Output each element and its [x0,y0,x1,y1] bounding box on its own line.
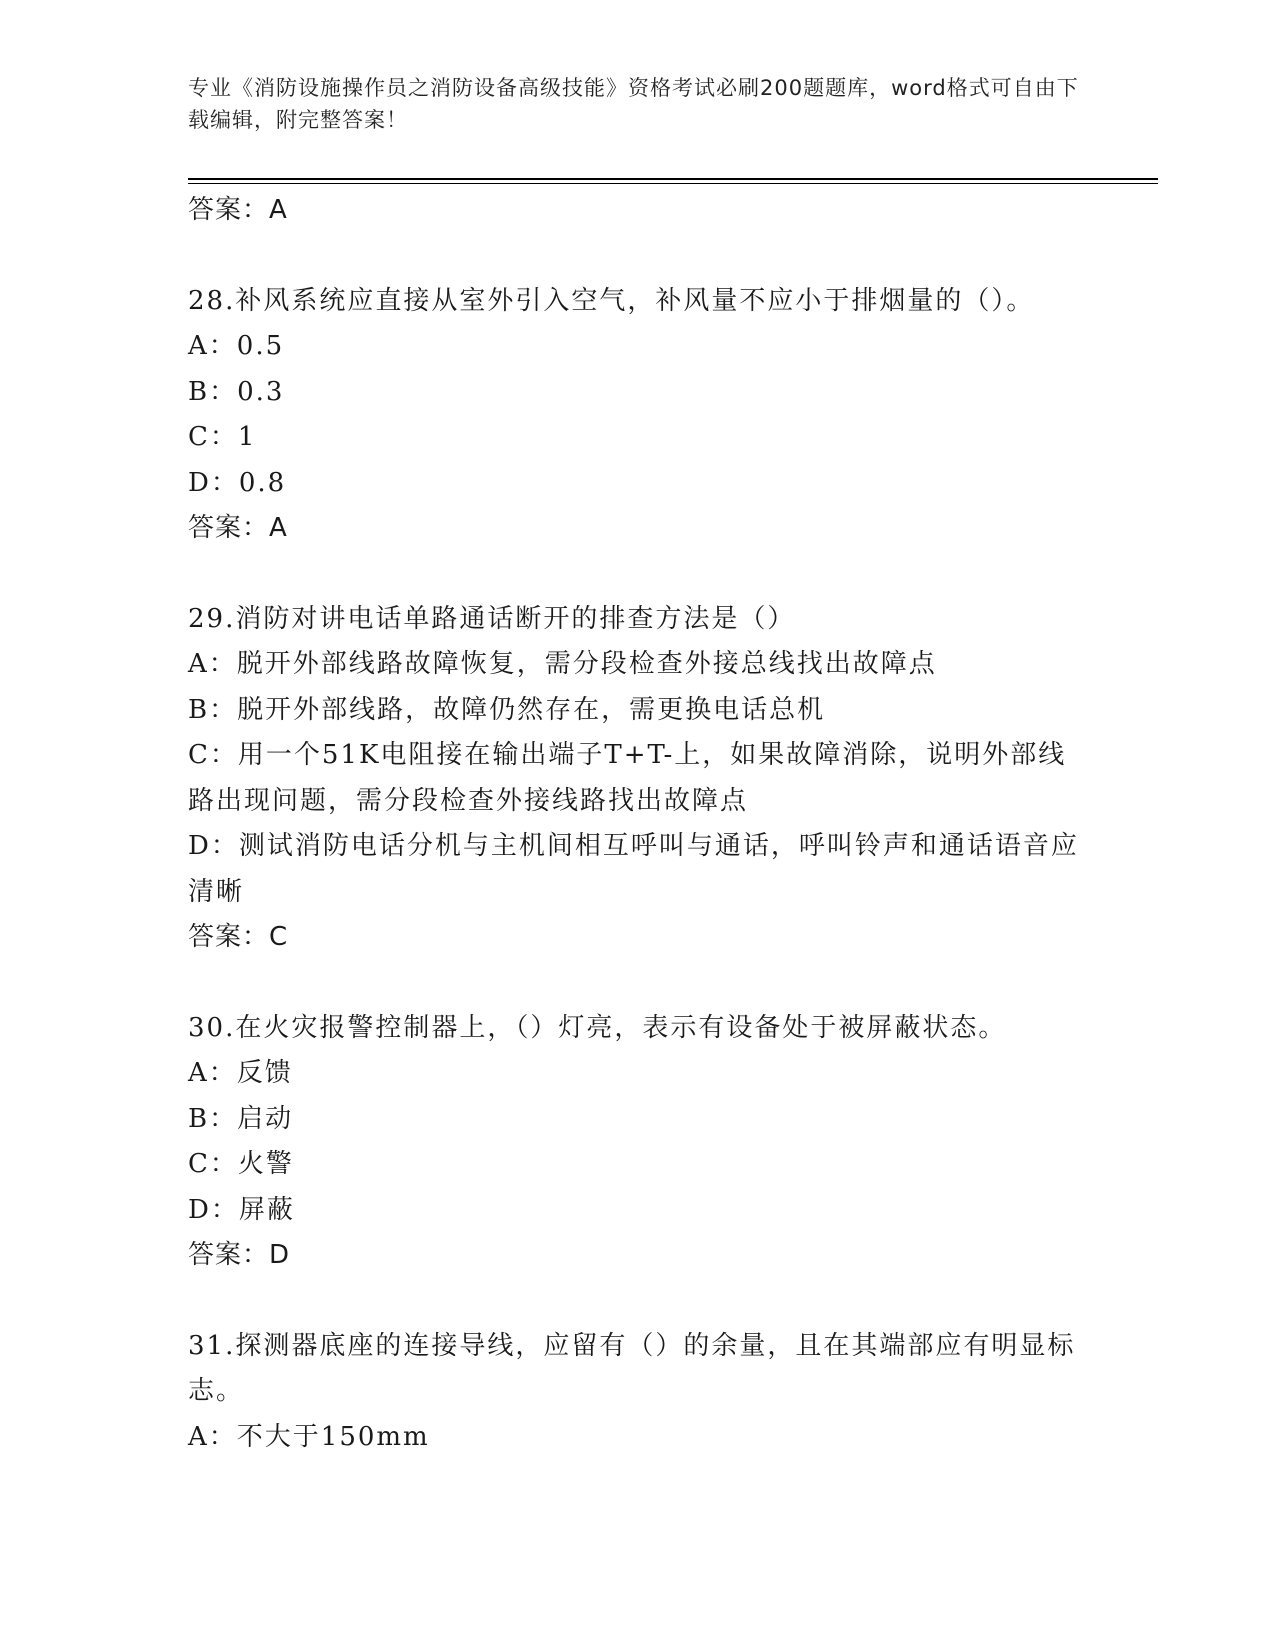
answer-line: 答案：D [188,1240,291,1270]
question-stem: 30.在火灾报警控制器上，（）灯亮，表示有设备处于被屏蔽状态。 [188,1012,1007,1043]
option-c: C：1 [188,422,257,452]
question-item [188,1006,1088,1279]
header-text: 专业《消防设施操作员之消防设备高级技能》资格考试必刷200题题库，word格式可自由下载编辑，附完整答案！ [188,76,1079,132]
option-b: B：0.3 [188,376,285,407]
answer-line: 答案：C [188,922,289,952]
option-b: B：启动 [188,1103,294,1134]
option-d: D：0.8 [188,467,287,498]
question-stem: 28.补风系统应直接从室外引入空气，补风量不应小于排烟量的（）。 [188,285,1035,316]
question-item [188,279,1088,552]
document-header [188,72,1088,136]
option-b: B：脱开外部线路，故障仍然存在，需更换电话总机 [188,694,826,725]
question-list [188,188,1088,1460]
header-rule-thin [188,183,1158,184]
question-stem: 29.消防对讲电话单路通话断开的排查方法是（） [188,603,796,634]
option-d: D：测试消防电话分机与主机间相互呼叫与通话，呼叫铃声和通话语音应清晰 [188,831,1079,907]
option-d: D：屏蔽 [188,1194,295,1225]
option-a: A：反馈 [188,1058,293,1088]
option-a: A：0.5 [188,331,285,361]
option-a: A：不大于150mm [188,1421,430,1452]
answer-line: 答案：A [188,513,288,543]
question-item [188,1324,1088,1461]
question-item [188,597,1088,961]
option-c: C：用一个51K电阻接在输出端子T+T-上，如果故障消除，说明外部线路出现问题，需分段检查外接线路找出故障点 [188,740,1067,816]
answer-line: 答案：A [188,195,288,225]
header-rule-thick [188,178,1158,180]
option-a: A：脱开外部线路故障恢复，需分段检查外接总线找出故障点 [188,649,937,679]
question-stem: 31.探测器底座的连接导线，应留有（）的余量，且在其端部应有明显标志。 [188,1330,1076,1406]
option-c: C：火警 [188,1149,294,1179]
